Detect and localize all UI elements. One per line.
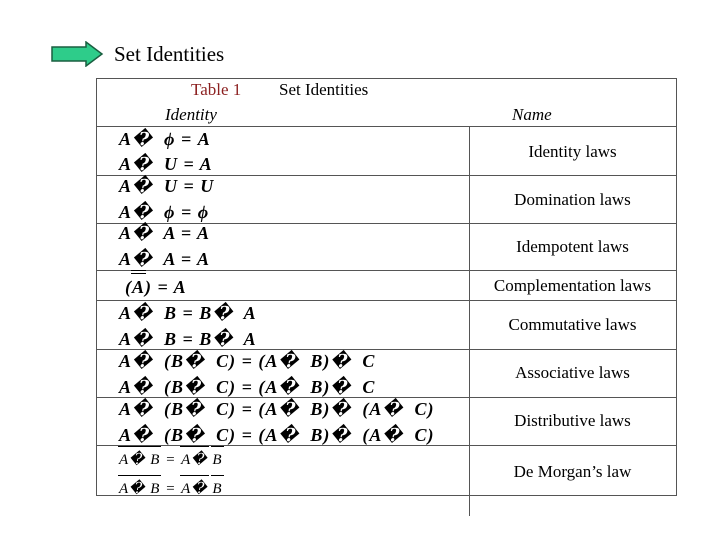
column-header-name: Name [512, 105, 552, 124]
formula-associative-1: A� (B� C) = (A� B)� C [119, 351, 376, 371]
equals-sign: = [160, 452, 182, 468]
formula-demorgan-1 [119, 449, 223, 471]
formula-complementation [125, 276, 187, 298]
equals-sign: = [160, 481, 182, 497]
set-identities-table [96, 78, 677, 496]
complemented-var: B [212, 449, 222, 471]
formula-associative-2: A� (B� C) = (A� B)� C [119, 377, 376, 397]
complemented-expression: A� B [119, 478, 160, 500]
law-name-complementation: Complementation laws [493, 276, 652, 295]
law-name-demorgan: De Morgan’s law [513, 462, 632, 481]
complemented-expression: A� B [119, 449, 160, 471]
law-name-commutative: Commutative laws [508, 315, 637, 334]
formula-distributive-1: A� (B� C) = (A� B)� (A� C) [119, 399, 435, 419]
formula-identity-1: A� ϕ = A [119, 129, 211, 149]
table-rule [97, 300, 676, 301]
formula-demorgan-2 [119, 478, 223, 500]
table-caption: Set Identities [279, 80, 369, 99]
formula-domination-1: A� U = U [119, 176, 215, 196]
column-header-identity: Identity [165, 105, 217, 124]
law-name-idempotent: Idempotent laws [516, 237, 629, 256]
page-title: Set Identities [114, 42, 225, 66]
double-complement-var: A [132, 277, 146, 297]
formula-commutative-2: A� B = B� A [119, 329, 257, 349]
table-rule [97, 270, 676, 271]
formula-idempotent-2: A� A = A [119, 249, 210, 269]
formula-domination-2: A� ϕ = ϕ [119, 202, 210, 222]
formula-commutative-1: A� B = B� A [119, 303, 257, 323]
complemented-var: B [212, 478, 222, 500]
law-name-distributive: Distributive laws [514, 411, 631, 430]
table-number: Table 1 [191, 80, 242, 99]
law-name-associative: Associative laws [515, 363, 630, 382]
law-name-domination: Domination laws [514, 190, 631, 209]
formula-idempotent-1: A� A = A [119, 223, 210, 243]
law-name-identity: Identity laws [528, 142, 617, 161]
table-rule [97, 126, 676, 127]
open-paren: ( [125, 277, 132, 297]
arrow-icon [50, 41, 104, 67]
complemented-var: A� [181, 478, 208, 500]
formula-distributive-2: A� (B� C) = (A� B)� (A� C) [119, 425, 435, 445]
formula-identity-2: A� U = A [119, 154, 213, 174]
complemented-var: A� [181, 449, 208, 471]
formula-rest: ) = A [145, 277, 187, 297]
